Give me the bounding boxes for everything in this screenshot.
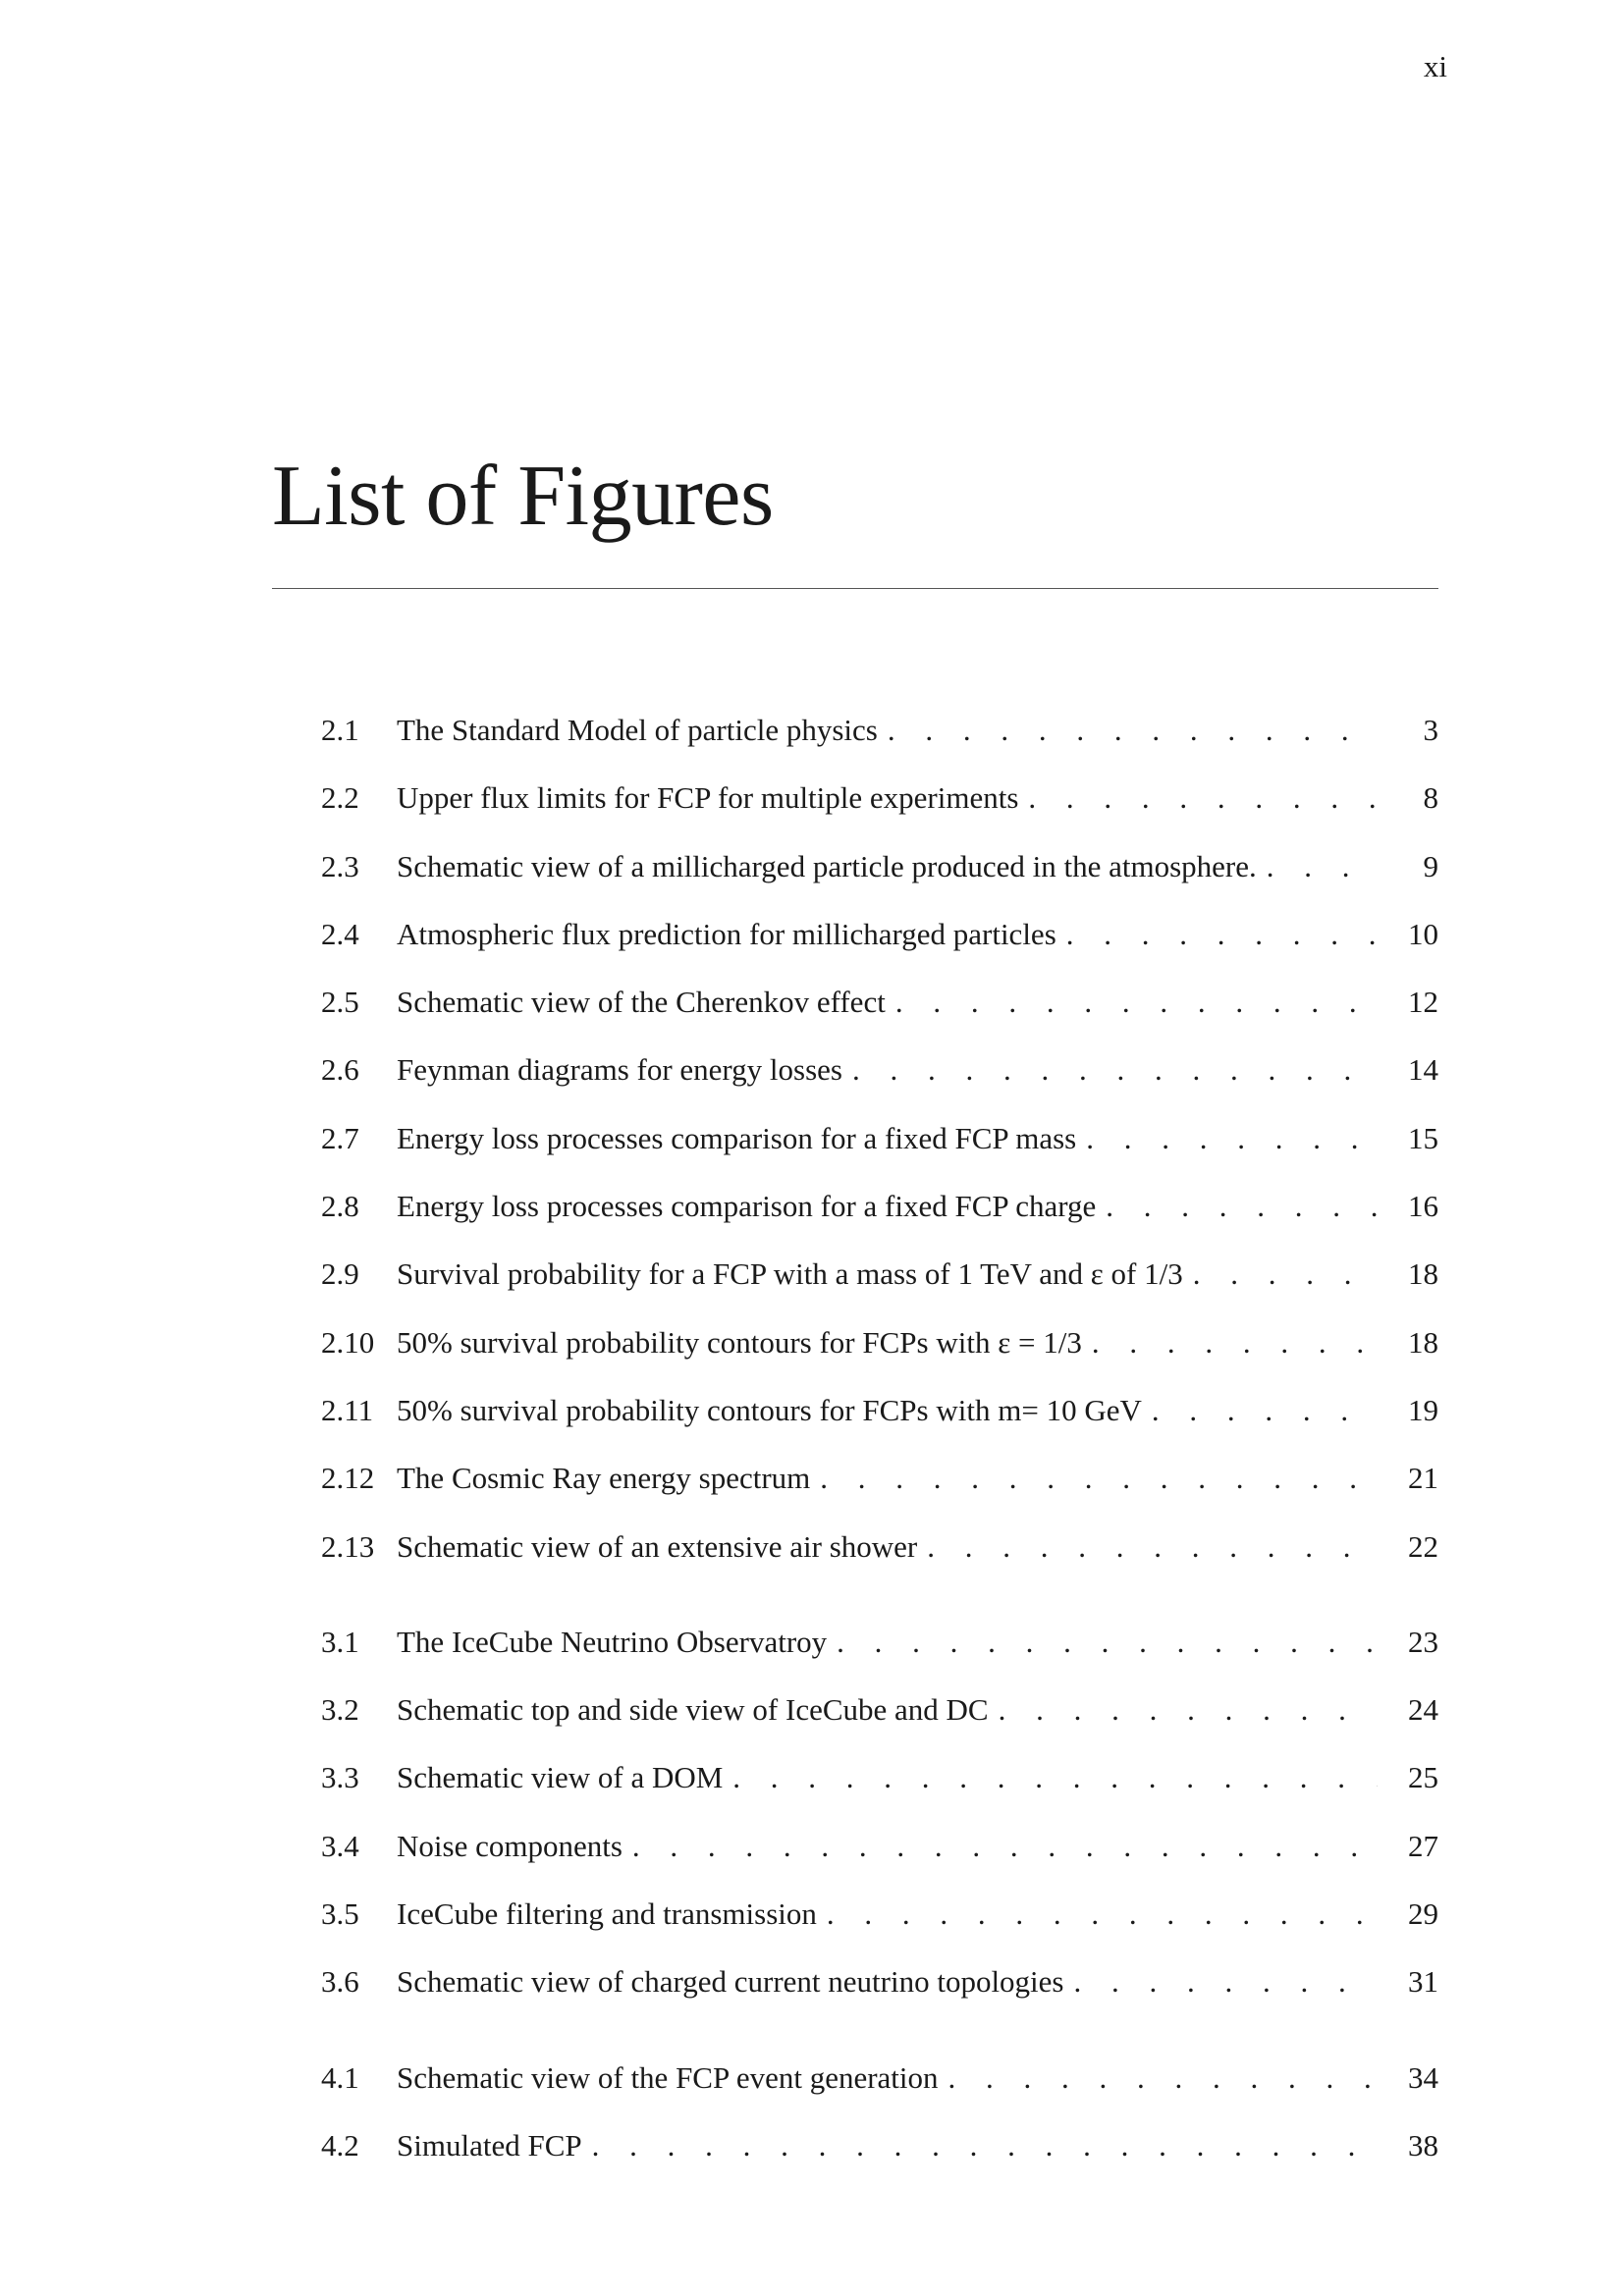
- figure-caption: Simulated FCP: [397, 2127, 582, 2163]
- figure-page-number: 19: [1408, 1392, 1438, 1427]
- figure-caption: Schematic view of charged current neutrino topologies: [397, 1964, 1064, 2000]
- figure-number: 3.6: [321, 1964, 359, 2000]
- figure-entry[interactable]: [321, 1690, 1438, 1758]
- figure-entry[interactable]: [321, 2058, 1438, 2126]
- figure-caption: Energy loss processes comparison for a fixed FCP mass: [397, 1120, 1077, 1155]
- figure-number: 2.4: [321, 916, 359, 951]
- figure-entry[interactable]: [321, 1119, 1438, 1187]
- figure-page-number: 31: [1408, 1964, 1438, 2000]
- figure-group-3: [321, 2058, 1438, 2195]
- dot-leader: [1064, 1962, 1379, 2002]
- figure-number: 2.7: [321, 1120, 359, 1155]
- figure-page-number: 10: [1408, 916, 1438, 951]
- figure-caption: Schematic view of the FCP event generation: [397, 2059, 939, 2095]
- dot-leader: [878, 711, 1378, 750]
- figure-entry[interactable]: [321, 778, 1438, 846]
- dot-leader: [1076, 1119, 1378, 1158]
- title-divider: [272, 588, 1438, 589]
- dot-leader: [827, 1623, 1378, 1662]
- figure-number: 2.6: [321, 1052, 359, 1088]
- figure-number: 3.5: [321, 1896, 359, 1932]
- figure-entry[interactable]: [321, 1050, 1438, 1118]
- dot-leader: [1082, 1323, 1378, 1362]
- figure-entry[interactable]: [321, 1895, 1438, 1962]
- figure-number: 2.9: [321, 1256, 359, 1292]
- figure-caption: Schematic top and side view of IceCube and DC: [397, 1692, 989, 1728]
- figure-caption: The Cosmic Ray energy spectrum: [397, 1461, 811, 1496]
- figure-page-number: 8: [1423, 780, 1438, 816]
- dot-leader: [810, 1459, 1378, 1498]
- figure-page-number: 9: [1423, 848, 1438, 883]
- dot-leader: [917, 1527, 1378, 1567]
- figure-page-number: 12: [1408, 985, 1438, 1020]
- figure-list: [321, 711, 1438, 2194]
- figure-caption: Upper flux limits for FCP for multiple experiments: [397, 780, 1019, 816]
- dot-leader: [1257, 847, 1378, 886]
- figure-page-number: 38: [1408, 2127, 1438, 2163]
- figure-page-number: 14: [1408, 1052, 1438, 1088]
- dot-leader: [1096, 1187, 1378, 1226]
- figure-page-number: 18: [1408, 1324, 1438, 1360]
- figure-caption: The IceCube Neutrino Observatroy: [397, 1624, 828, 1659]
- figure-caption: 50% survival probability contours for FCPs with m= 10 GeV: [397, 1392, 1142, 1427]
- figure-page-number: 27: [1408, 1828, 1438, 1863]
- dot-leader: [817, 1895, 1378, 1934]
- figure-entry[interactable]: [321, 1527, 1438, 1595]
- figure-number: 2.11: [321, 1392, 374, 1427]
- dot-leader: [1183, 1255, 1378, 1294]
- figure-page-number: 29: [1408, 1896, 1438, 1932]
- figure-entry[interactable]: [321, 1827, 1438, 1895]
- dot-leader: [842, 1050, 1378, 1090]
- figure-page-number: 25: [1408, 1760, 1438, 1795]
- figure-number: 3.2: [321, 1692, 359, 1728]
- figure-entry[interactable]: [321, 1758, 1438, 1826]
- dot-leader: [723, 1758, 1378, 1797]
- figure-group-1: [321, 711, 1438, 1595]
- dot-leader: [1056, 915, 1378, 954]
- page-title: List of Figures: [272, 449, 774, 544]
- dot-leader: [623, 1827, 1378, 1866]
- figure-caption: Schematic view of the Cherenkov effect: [397, 985, 886, 1020]
- figure-number: 2.5: [321, 985, 359, 1020]
- figure-caption: Feynman diagrams for energy losses: [397, 1052, 842, 1088]
- figure-entry[interactable]: [321, 1323, 1438, 1391]
- dot-leader: [886, 983, 1378, 1022]
- figure-entry[interactable]: [321, 1623, 1438, 1690]
- figure-page-number: 3: [1423, 713, 1438, 747]
- figure-number: 2.3: [321, 848, 359, 883]
- figure-page-number: 21: [1408, 1461, 1438, 1496]
- figure-caption: Noise components: [397, 1828, 623, 1863]
- figure-caption: Schematic view of an extensive air shower: [397, 1528, 918, 1564]
- figure-page-number: 22: [1408, 1528, 1438, 1564]
- figure-entry[interactable]: [321, 1962, 1438, 2030]
- figure-page-number: 23: [1408, 1624, 1438, 1659]
- figure-number: 3.3: [321, 1760, 359, 1795]
- figure-number: 4.2: [321, 2127, 359, 2163]
- page-number: xi: [1423, 49, 1447, 83]
- figure-entry[interactable]: [321, 1391, 1438, 1459]
- figure-entry[interactable]: [321, 847, 1438, 915]
- figure-caption: Schematic view of a DOM: [397, 1760, 724, 1795]
- figure-caption: 50% survival probability contours for FCPs with ε = 1/3: [397, 1324, 1082, 1360]
- dot-leader: [582, 2126, 1378, 2165]
- dot-leader: [1018, 778, 1378, 818]
- figure-caption: IceCube filtering and transmission: [397, 1896, 817, 1932]
- figure-number: 2.8: [321, 1189, 359, 1224]
- figure-entry[interactable]: [321, 1255, 1438, 1322]
- figure-entry[interactable]: [321, 1459, 1438, 1526]
- dot-leader: [939, 2058, 1378, 2098]
- figure-number: 2.10: [321, 1324, 375, 1360]
- figure-number: 2.12: [321, 1461, 375, 1496]
- figure-number: 2.13: [321, 1528, 375, 1564]
- figure-caption: Atmospheric flux prediction for millicharged particles: [397, 916, 1056, 951]
- figure-number: 3.1: [321, 1624, 359, 1659]
- figure-number: 3.4: [321, 1828, 359, 1863]
- figure-caption: Schematic view of a millicharged particle produced in the atmosphere.: [397, 848, 1257, 883]
- figure-page-number: 24: [1408, 1692, 1438, 1728]
- figure-entry[interactable]: [321, 1187, 1438, 1255]
- figure-page-number: 18: [1408, 1256, 1438, 1292]
- figure-page-number: 15: [1408, 1120, 1438, 1155]
- figure-caption: Survival probability for a FCP with a mass of 1 TeV and ε of 1/3: [397, 1256, 1183, 1292]
- figure-caption: Energy loss processes comparison for a fixed FCP charge: [397, 1189, 1097, 1224]
- figure-group-2: [321, 1623, 1438, 2031]
- dot-leader: [1142, 1391, 1378, 1430]
- figure-page-number: 16: [1408, 1189, 1438, 1224]
- figure-page-number: 34: [1408, 2059, 1438, 2095]
- figure-entry[interactable]: [321, 983, 1438, 1050]
- figure-number: 2.2: [321, 780, 359, 816]
- figure-number: 4.1: [321, 2059, 359, 2095]
- figure-caption: The Standard Model of particle physics: [397, 713, 878, 747]
- figure-entry[interactable]: [321, 2126, 1438, 2194]
- figure-entry[interactable]: [321, 915, 1438, 983]
- dot-leader: [989, 1690, 1378, 1730]
- figure-number: 2.1: [321, 713, 359, 747]
- figure-entry[interactable]: [321, 711, 1438, 778]
